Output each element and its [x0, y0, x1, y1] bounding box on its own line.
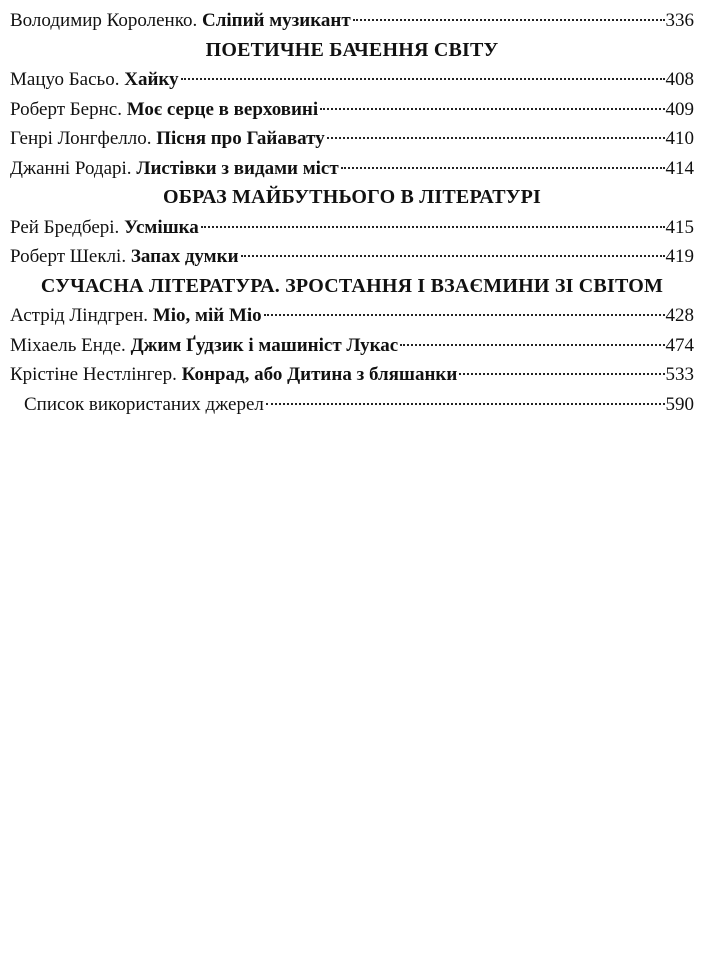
dot-leader — [181, 78, 665, 80]
toc-entry — [10, 6, 694, 36]
dot-leader — [241, 255, 665, 257]
table-of-contents — [10, 6, 694, 419]
toc-page-number: 410 — [665, 128, 694, 149]
toc-entry-text — [10, 301, 262, 331]
toc-entry-author: Мацуо Басьо. — [10, 69, 120, 90]
toc-page-number: 428 — [665, 305, 694, 326]
toc-entry-title: Усмішка — [124, 216, 199, 238]
toc-entry-title: Міо, мій Міо — [152, 305, 262, 326]
toc-entry — [10, 360, 694, 390]
toc-entry — [10, 331, 694, 361]
section-heading: СУЧАСНА ЛІТЕРАТУРА. ЗРОСТАННЯ І ВЗАЄМИНИ ЗІ СВІТОМ — [40, 274, 664, 297]
toc-entry-text — [10, 213, 199, 243]
toc-page-number: 533 — [665, 364, 694, 385]
toc-page-number: 414 — [665, 157, 694, 179]
dot-leader — [341, 167, 665, 169]
toc-entry-author: Генрі Лонгфелло. — [10, 128, 152, 149]
toc-entry-title: Моє серце в верховині — [126, 98, 319, 120]
toc-entry-title: Джим Ґудзик і машиніст Лукас — [130, 334, 399, 356]
toc-page-number: 419 — [665, 246, 694, 267]
dot-leader — [459, 373, 664, 375]
toc-page-number: 415 — [665, 216, 694, 238]
toc-entry-text — [24, 390, 264, 420]
toc-entry-author: Роберт Шеклі. — [10, 246, 127, 267]
toc-page-number: 408 — [665, 69, 694, 90]
toc-entry-text — [10, 360, 457, 390]
toc-page-number: 474 — [665, 334, 694, 356]
toc-page-number: 409 — [665, 98, 694, 120]
dot-leader — [353, 19, 665, 21]
toc-entry-author: Джанні Родарі. — [10, 157, 132, 179]
toc-entry-author: Роберт Бернс. — [10, 98, 122, 120]
section-heading: ОБРАЗ МАЙБУТНЬОГО В ЛІТЕРАТУРІ — [162, 186, 542, 208]
dot-leader — [320, 108, 664, 110]
toc-entry-title: Хайку — [124, 69, 179, 90]
toc-entry-author: Міхаель Енде. — [10, 334, 126, 356]
dot-leader — [201, 226, 665, 228]
toc-entry-text — [10, 65, 179, 95]
section-heading: ПОЕТИЧНЕ БАЧЕННЯ СВІТУ — [205, 38, 499, 61]
dot-leader — [266, 403, 665, 405]
toc-entry — [10, 390, 694, 420]
toc-entry — [10, 242, 694, 272]
toc-entry-author: Крістіне Нестлінгер. — [10, 364, 177, 385]
toc-entry — [10, 301, 694, 331]
toc-entry-author: Рей Бредбері. — [10, 216, 120, 238]
toc-entry — [10, 95, 694, 125]
toc-page-number: 590 — [665, 393, 694, 415]
toc-page-number: 336 — [665, 10, 694, 31]
toc-entry-text — [10, 124, 325, 154]
dot-leader — [327, 137, 665, 139]
toc-entry-author: Володимир Короленко. — [10, 10, 198, 31]
toc-entry-text — [10, 6, 351, 36]
toc-entry-text — [10, 95, 318, 125]
toc-entry-title: Конрад, або Дитина з бляшанки — [181, 364, 458, 385]
toc-entry — [10, 65, 694, 95]
toc-entry-title: Пісня про Гайавату — [156, 128, 325, 149]
toc-entry-title: Запах думки — [130, 246, 239, 267]
dot-leader — [264, 314, 665, 316]
toc-entry-title: Сліпий музикант — [201, 10, 351, 31]
toc-entry-author: Астрід Ліндгрен. — [10, 305, 149, 326]
toc-entry — [10, 213, 694, 243]
toc-entry — [10, 154, 694, 184]
toc-entry-plain-title: Список використаних джерел — [24, 393, 264, 415]
dot-leader — [400, 344, 664, 346]
toc-entry-text — [10, 154, 339, 184]
toc-entry-text — [10, 242, 239, 272]
toc-entry-text — [10, 331, 398, 361]
toc-entry — [10, 124, 694, 154]
toc-entry-title: Листівки з видами міст — [136, 157, 339, 179]
